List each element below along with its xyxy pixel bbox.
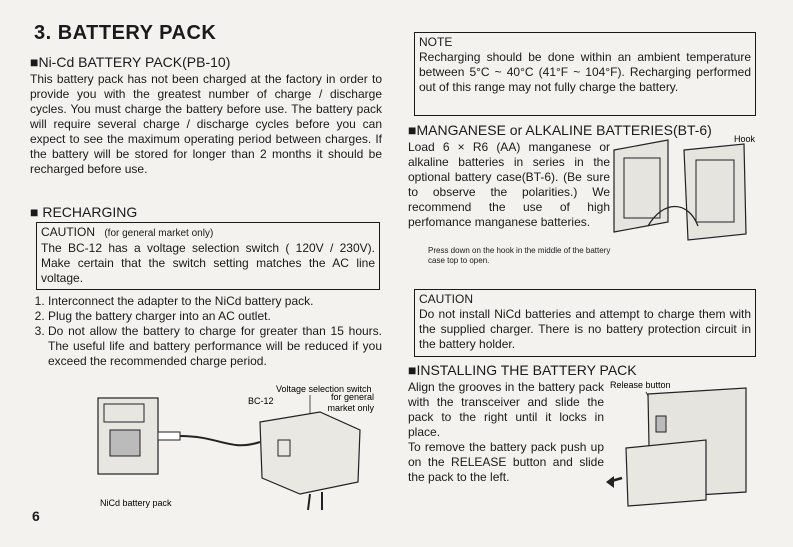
hook-label: Hook	[734, 134, 756, 144]
note-label: NOTE	[419, 35, 453, 49]
release-button-label: Release button	[610, 380, 671, 390]
recharging-steps	[30, 294, 382, 369]
charger-label: BC-12	[248, 396, 274, 406]
note-text: Recharging should be done within an ambient temperature between 5°C ~ 40°C (41°F ~ 104°F). Recharging performed out of this range may not fully charge the battery.	[419, 50, 751, 94]
nicd-paragraph: This battery pack has not been charged at the factory in order to provide you with the greatest number of charge / discharge cycles. You must charge the battery before use. The battery pack will require several charge / discharge cycles before you can expect to see the maximum operating period between charges. If the battery will be stored for longer than 2 months it should be recharged before use.	[30, 72, 382, 176]
manganese-paragraph: Load 6 × R6 (AA) manganese or alkaline batteries in series in the optional battery case(BT-6). (Be sure to observe the polarities.) We recommend the use of high perfomance manganese batteries.	[408, 140, 610, 229]
nicd-pack-label: NiCd battery pack	[100, 498, 172, 508]
note-box	[414, 32, 756, 116]
charger-illustration	[60, 382, 390, 512]
page-number: 6	[32, 508, 40, 524]
transceiver-illustration	[606, 374, 756, 514]
adapter-shape	[260, 412, 360, 494]
market-label-1: for general	[330, 392, 374, 402]
manganese-heading: ■MANGANESE or ALKALINE BATTERIES(BT-6)	[408, 122, 712, 138]
caution-text: The BC-12 has a voltage selection switch ( 120V / 230V). Make certain that the switch setting matches the AC line voltage.	[41, 241, 375, 285]
caution2-text: Do not install NiCd batteries and attempt to charge them with the supplied charger. There is no battery protection circuit in the battery holder.	[419, 307, 751, 351]
step-item: 1. Interconnect the adapter to the NiCd battery pack.	[48, 294, 382, 309]
installing-heading: ■INSTALLING THE BATTERY PACK	[408, 362, 637, 378]
step-item: 2. Plug the battery charger into an AC outlet.	[48, 309, 382, 324]
installing-paragraph-1: Align the grooves in the battery pack with the transceiver and slide the pack to the right until it locks in place.	[408, 380, 604, 439]
installing-paragraph-2: To remove the battery pack push up on the RELEASE button and slide the pack to the left.	[408, 440, 604, 484]
page-title: 3. BATTERY PACK	[34, 22, 217, 44]
caution-box-recharging	[36, 222, 380, 290]
market-label-2: market only	[327, 403, 374, 413]
caution2-label: CAUTION	[419, 292, 473, 306]
hook-caption: Press down on the hook in the middle of the battery case top to open.	[428, 246, 611, 265]
step-item: 3. Do not allow the battery to charge for greater than 15 hours. The useful life and battery performance will be reduced if you exceed the recommended charge period.	[48, 324, 382, 369]
caution-label: CAUTION	[41, 225, 95, 239]
caution-box-battery-holder	[414, 289, 756, 357]
voltage-switch-label: Voltage selection switch	[276, 384, 372, 394]
caution-note: (for general market only)	[104, 228, 214, 239]
nicd-heading: ■Ni-Cd BATTERY PACK(PB-10)	[30, 54, 231, 70]
battery-case-illustration	[608, 130, 758, 290]
recharging-heading: ■ RECHARGING	[30, 204, 138, 220]
